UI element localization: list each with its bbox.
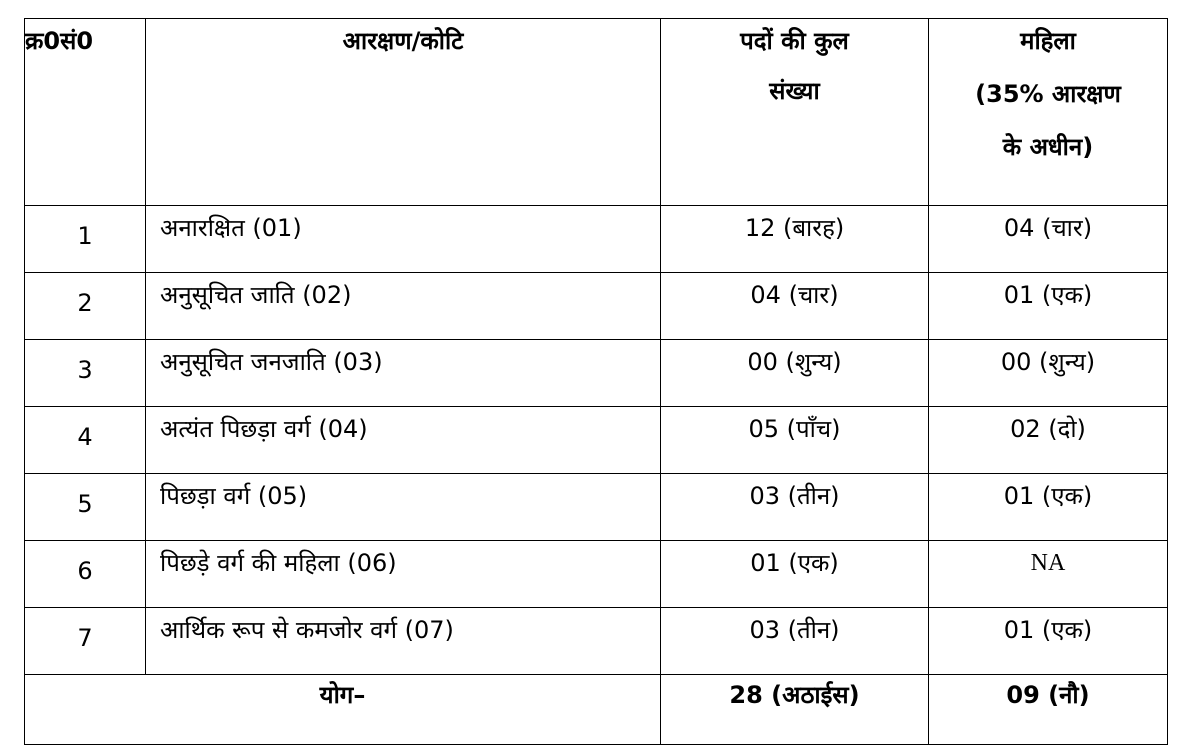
category-cell: आर्थिक रूप से कमजोर वर्ग (07) [146, 608, 661, 675]
posts-cell: 03 (तीन) [661, 474, 929, 541]
women-cell: 04 (चार) [929, 206, 1168, 273]
category-cell: अत्यंत पिछड़ा वर्ग (04) [146, 407, 661, 474]
header-total-posts-line-1: पदों की कुल [740, 27, 849, 55]
table-row [25, 474, 1168, 541]
category-cell: पिछड़े वर्ग की महिला (06) [146, 541, 661, 608]
serial-cell: 1 [25, 206, 146, 273]
category-cell: अनुसूचित जनजाति (03) [146, 340, 661, 407]
posts-cell: 00 (शुन्य) [661, 340, 929, 407]
posts-cell: 04 (चार) [661, 273, 929, 340]
total-posts: 28 (अठाईस) [661, 675, 929, 745]
header-women-line-1: महिला [1020, 27, 1076, 55]
serial-cell: 3 [25, 340, 146, 407]
serial-cell: 6 [25, 541, 146, 608]
header-serial-text: क्र0सं0 [25, 27, 94, 55]
header-women [929, 19, 1168, 206]
category-cell: अनारक्षित (01) [146, 206, 661, 273]
table-row [25, 407, 1168, 474]
women-cell: 01 (एक) [929, 608, 1168, 675]
reservation-table [24, 18, 1168, 745]
total-label: योग– [25, 675, 661, 745]
women-cell: 01 (एक) [929, 474, 1168, 541]
header-total-posts [661, 19, 929, 206]
women-cell: 00 (शुन्य) [929, 340, 1168, 407]
serial-cell: 7 [25, 608, 146, 675]
posts-cell: 03 (तीन) [661, 608, 929, 675]
posts-cell: 05 (पाँच) [661, 407, 929, 474]
serial-cell: 5 [25, 474, 146, 541]
table-row [25, 273, 1168, 340]
header-category [146, 19, 661, 206]
table-row [25, 340, 1168, 407]
posts-cell: 12 (बारह) [661, 206, 929, 273]
header-serial [25, 19, 146, 206]
table-row [25, 541, 1168, 608]
category-cell: पिछड़ा वर्ग (05) [146, 474, 661, 541]
header-women-line-3: के अधीन) [1002, 133, 1094, 161]
posts-cell: 01 (एक) [661, 541, 929, 608]
header-row [25, 19, 1168, 206]
header-category-text: आरक्षण/कोटि [342, 27, 464, 55]
total-women: 09 (नौ) [929, 675, 1168, 745]
women-cell: NA [929, 541, 1168, 608]
serial-cell: 4 [25, 407, 146, 474]
total-row [25, 675, 1168, 745]
women-cell: 02 (दो) [929, 407, 1168, 474]
women-cell: 01 (एक) [929, 273, 1168, 340]
table-row [25, 206, 1168, 273]
header-total-posts-line-2: संख्या [769, 77, 820, 105]
category-cell: अनुसूचित जाति (02) [146, 273, 661, 340]
header-women-line-2: (35% आरक्षण [975, 80, 1121, 108]
table-row [25, 608, 1168, 675]
serial-cell: 2 [25, 273, 146, 340]
